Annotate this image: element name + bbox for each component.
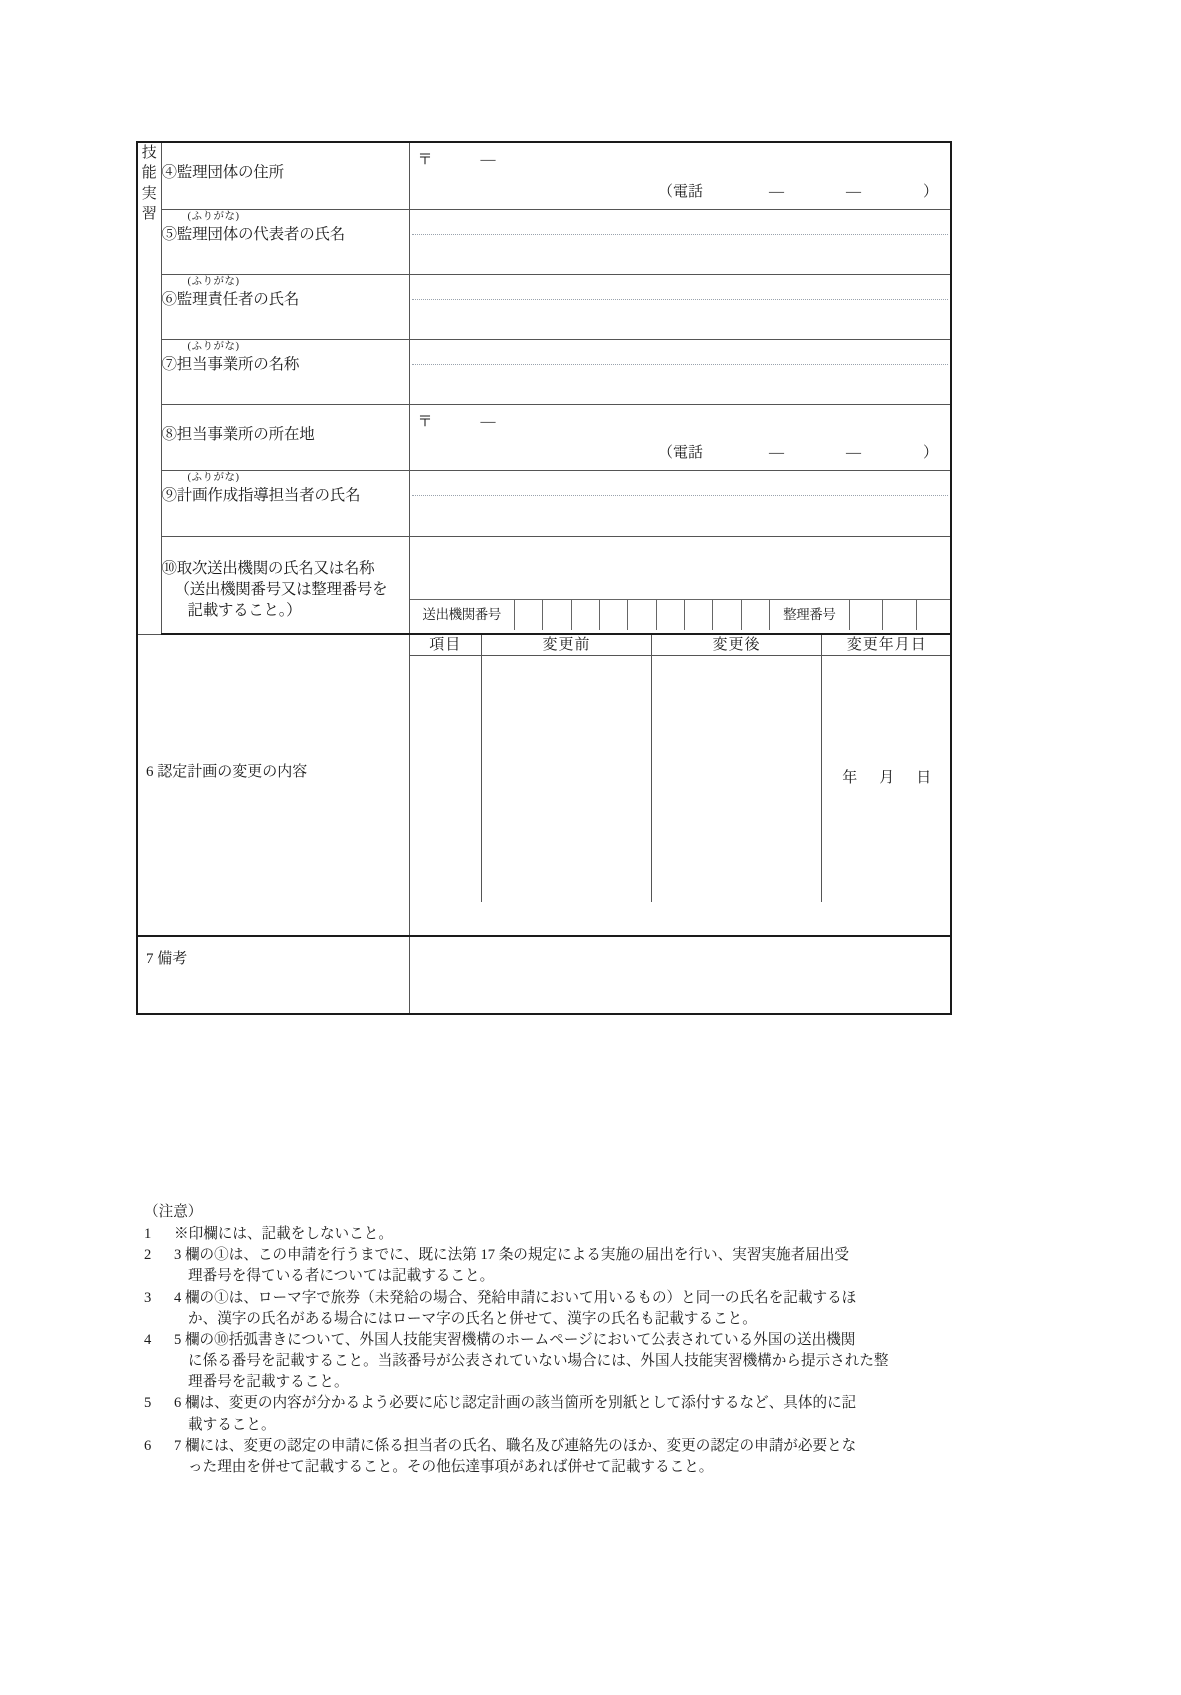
note-line: か、漢字の氏名がある場合にはローマ字の氏名と併せて、漢字の氏名も記載すること。 [188, 1310, 757, 1327]
sender-code-box[interactable] [543, 600, 571, 631]
label-remarks-section: 7 備考 [137, 936, 409, 1014]
change-table-body-row [410, 656, 952, 903]
form-table [136, 141, 952, 1015]
table-row [137, 405, 951, 471]
header-after: 変更後 [652, 635, 822, 656]
postal-code-line [410, 143, 951, 170]
note-line: に係る番号を記載すること。当該番号が公表されていない場合には、外国人技能実習機構から提示された整 [188, 1353, 889, 1370]
field-office-name[interactable] [409, 340, 951, 405]
sender-code-box[interactable] [684, 600, 712, 631]
label-supervising-org-rep-name: (ふりがな) ⑤監理団体の代表者の氏名 [161, 210, 409, 275]
sender-code-box[interactable] [713, 600, 741, 631]
rail-char-4: 習 [141, 205, 157, 222]
furigana-writing-line [412, 364, 949, 365]
field-remarks[interactable] [409, 936, 951, 1014]
postal-dash: — [480, 414, 496, 430]
tel-prefix: （電話 [657, 183, 703, 200]
date-year-label: 年 [842, 770, 858, 787]
table-row [137, 471, 951, 537]
note-line: ※印欄には、記載をしないこと。 [174, 1226, 393, 1243]
note-number: 5 [144, 1395, 152, 1412]
notes-section [144, 1202, 1024, 1478]
label-office-address: ⑧担当事業所の所在地 [161, 405, 409, 471]
sender-code-box[interactable] [628, 600, 656, 631]
note-number: 2 [144, 1247, 152, 1264]
note-item [144, 1288, 1024, 1330]
reference-code-label: 整理番号 [769, 600, 849, 631]
furigana-writing-line [412, 495, 949, 496]
furigana-hint: (ふりがな) [187, 341, 240, 352]
reference-code-box[interactable] [883, 600, 917, 631]
label-supervising-org-address: ④監理団体の住所 [161, 142, 409, 210]
table-row [137, 936, 951, 1014]
note-line: 理番号を得ている者については記載すること。 [188, 1268, 495, 1285]
furigana-writing-line [412, 299, 949, 300]
tel-dash-1: — [768, 183, 784, 200]
note-item [144, 1436, 1024, 1478]
note-line: った理由を併せて記載すること。その他伝達事項があれば併せて記載すること。 [188, 1458, 714, 1475]
notes-caption: （注意） [144, 1204, 203, 1220]
note-line: 載すること。 [188, 1416, 276, 1433]
field-office-address[interactable] [409, 405, 951, 471]
table-row [137, 275, 951, 340]
note-number: 6 [144, 1437, 152, 1454]
header-item: 項目 [410, 635, 482, 656]
cell-change-date[interactable] [822, 656, 952, 903]
label-plan-instructor-name: (ふりがな) ⑨計画作成指導担当者の氏名 [161, 471, 409, 537]
note-item [144, 1393, 1024, 1435]
postal-dash: — [480, 152, 496, 168]
telephone-line [658, 443, 938, 463]
note-body [174, 1288, 1024, 1330]
code-boxes-grid [410, 599, 951, 630]
tel-prefix: （電話 [657, 444, 703, 461]
tel-dash-2: — [845, 444, 861, 461]
vertical-rail-technical-intern [137, 142, 161, 634]
note-line: 7 欄には、変更の認定の申請に係る担当者の氏名、職名及び連絡先のほか、変更の認定の申請が必要とな [174, 1437, 857, 1454]
note-body [174, 1224, 1024, 1245]
postal-mark-icon: 〒 [417, 152, 433, 168]
tel-suffix: ） [922, 183, 938, 200]
note-body [174, 1245, 1024, 1287]
note-number: 3 [144, 1289, 152, 1306]
rail-char-1: 技 [141, 145, 157, 161]
postal-code-line [410, 405, 951, 432]
note-line: 5 欄の⑩括弧書きについて、外国人技能実習機構のホームページにおいて公表されている外国の送出機関 [174, 1331, 856, 1348]
note-line: 理番号を記載すること。 [188, 1374, 349, 1391]
label-supervising-manager-name: (ふりがな) ⑥監理責任者の氏名 [161, 275, 409, 340]
rail-char-3: 実 [141, 185, 157, 202]
furigana-hint: (ふりがな) [187, 211, 240, 222]
furigana-writing-line [412, 234, 949, 235]
note-body [174, 1330, 1024, 1393]
field-sending-organization[interactable] [409, 537, 951, 635]
note-body [174, 1436, 1024, 1478]
header-before: 変更前 [482, 635, 652, 656]
note-number: 1 [144, 1226, 152, 1243]
sender-code-box[interactable] [571, 600, 599, 631]
tel-suffix: ） [922, 444, 938, 461]
tel-dash-1: — [768, 444, 784, 461]
furigana-hint: (ふりがな) [187, 276, 240, 287]
application-form-table [136, 141, 950, 1015]
label-office-name: (ふりがな) ⑦担当事業所の名称 [161, 340, 409, 405]
label-change-content-section: 6 認定計画の変更の内容 [137, 634, 409, 936]
field-supervising-org-rep-name[interactable] [409, 210, 951, 275]
tel-dash-2: — [845, 183, 861, 200]
table-row [137, 210, 951, 275]
change-table-header-row [410, 635, 952, 656]
sender-code-box[interactable] [656, 600, 684, 631]
table-row [137, 340, 951, 405]
field-supervising-manager-name[interactable] [409, 275, 951, 340]
note-item [144, 1224, 1024, 1245]
field-supervising-org-address[interactable] [409, 142, 951, 210]
reference-code-box[interactable] [916, 600, 950, 631]
table-row [137, 142, 951, 210]
sender-code-box[interactable] [514, 600, 542, 631]
date-month-label: 月 [879, 770, 895, 787]
reference-code-box[interactable] [849, 600, 883, 631]
telephone-line [658, 182, 938, 202]
rail-char-2: 能 [141, 165, 157, 182]
sender-code-label: 送出機関番号 [410, 600, 515, 631]
sender-code-box[interactable] [599, 600, 627, 631]
note-item [144, 1330, 1024, 1393]
cell-after[interactable] [652, 656, 822, 903]
note-line: 3 欄の①は、この申請を行うまでに、既に法第 17 条の規定による実施の届出を行い、実習実施者届出受 [174, 1247, 849, 1264]
change-content-container [409, 634, 951, 936]
note-line: 4 欄の①は、ローマ字で旅券（未発給の場合、発給申請において用いるもの）と同一の氏名を記載するほ [174, 1289, 857, 1306]
table-row [137, 537, 951, 635]
note-item [144, 1245, 1024, 1287]
note-body [174, 1393, 1024, 1435]
date-placeholder [822, 768, 952, 788]
header-change-date: 変更年月日 [822, 635, 952, 656]
date-day-label: 日 [916, 770, 932, 787]
cell-before[interactable] [482, 656, 652, 903]
field-plan-instructor-name[interactable] [409, 471, 951, 537]
sender-code-box[interactable] [741, 600, 769, 631]
furigana-hint: (ふりがな) [187, 472, 240, 483]
postal-mark-icon: 〒 [417, 414, 433, 430]
cell-item[interactable] [410, 656, 482, 903]
change-content-table [410, 635, 952, 902]
label-sending-organization: ⑩取次送出機関の氏名又は名称 （送出機関番号又は整理番号を 記載すること。） [161, 537, 409, 635]
note-number: 4 [144, 1331, 152, 1348]
table-row [137, 634, 951, 936]
note-line: 6 欄は、変更の内容が分かるよう必要に応じ認定計画の該当箇所を別紙として添付するなど、具体的に記 [174, 1395, 857, 1412]
